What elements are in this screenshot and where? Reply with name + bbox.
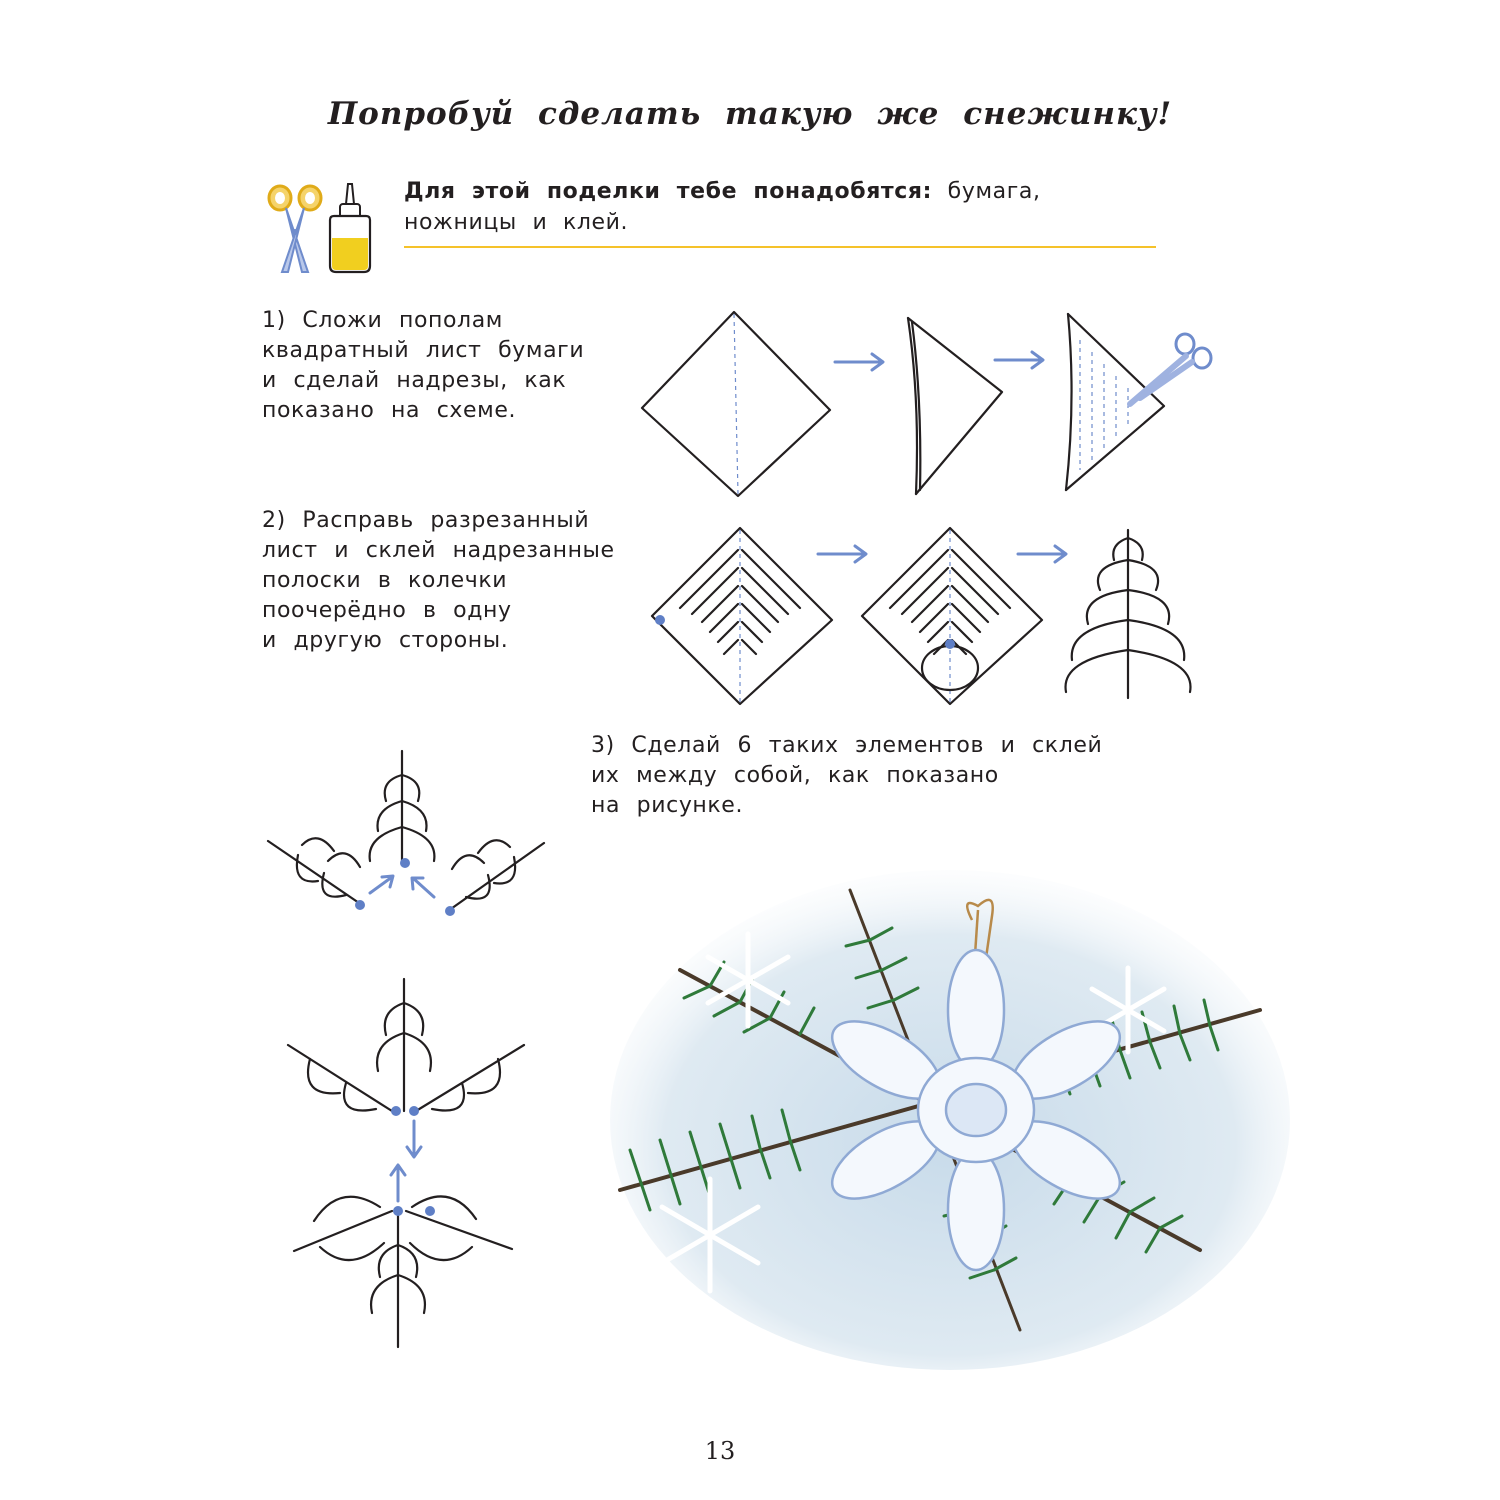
folding-diagram — [630, 300, 1230, 510]
gluing-diagram — [640, 520, 1200, 710]
step-2-text: 2) Расправь разрезанный лист и склей надрезанные полоски в колечки поочерёдно в одну и другую стороны. — [262, 508, 615, 653]
arrow-up-icon — [391, 1165, 405, 1201]
snowflake-illustration — [600, 850, 1300, 1370]
arrow-right-icon — [995, 352, 1043, 368]
cut-triangle — [1066, 314, 1164, 490]
half-snowflake-lower — [294, 1196, 512, 1347]
fringe-with-ring — [862, 528, 1042, 704]
arrow-icon — [370, 876, 434, 897]
materials-label: Для этой поделки тебе понадобятся: — [404, 179, 933, 204]
page-title: Попробуй сделать такую же снежинку! — [327, 96, 1173, 132]
square-sheet — [642, 312, 830, 496]
scissors-icon — [1130, 334, 1211, 404]
unfolded-fringe-sheet — [652, 528, 832, 704]
half-snowflake-upper — [288, 979, 524, 1116]
glue-bottle-icon — [330, 184, 370, 272]
step-3-text: 3) Сделай 6 таких элементов и склей их между собой, как показано на рисунке. — [591, 733, 1103, 818]
materials-list: бумага, ножницы и клей. — [404, 179, 1041, 235]
assembly-diagram-top — [262, 745, 552, 935]
arrow-down-icon — [407, 1121, 421, 1157]
step-1-text: 1) Сложи пополам квадратный лист бумаги и сделай надрезы, как показано на схеме. — [262, 308, 585, 423]
arrow-right-icon — [1018, 546, 1066, 562]
element-right — [445, 840, 544, 916]
finished-element — [1066, 530, 1191, 698]
element-left — [268, 838, 365, 910]
element-top — [370, 751, 435, 863]
scissors-icon — [269, 186, 321, 272]
materials-icons — [262, 180, 382, 280]
materials-text — [404, 176, 1124, 238]
arrow-right-icon — [818, 546, 866, 562]
accent-divider — [404, 246, 1156, 248]
page-number: 13 — [704, 1437, 736, 1465]
folded-triangle — [908, 318, 1002, 494]
assembly-diagram-bottom — [280, 975, 530, 1355]
arrow-right-icon — [835, 354, 883, 370]
